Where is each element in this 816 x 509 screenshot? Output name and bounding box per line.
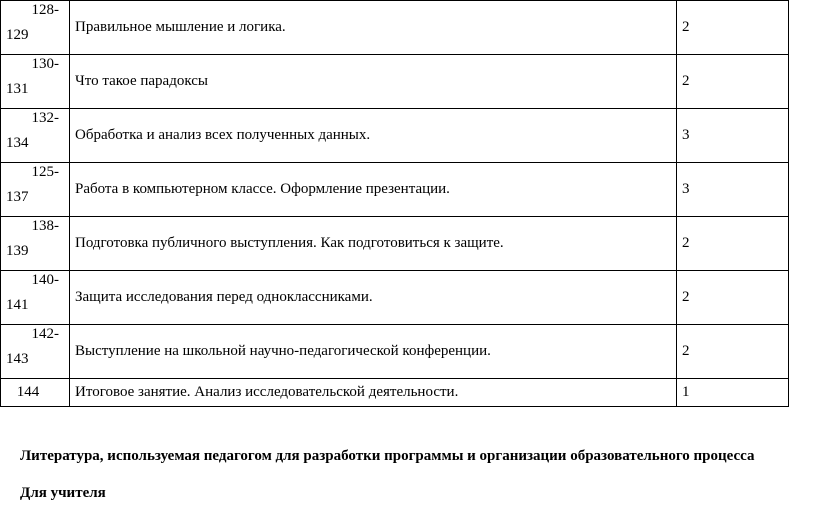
lesson-number-cell bbox=[1, 1, 70, 55]
lesson-hours: 2 bbox=[682, 19, 690, 35]
lesson-number-end: 134 bbox=[6, 135, 29, 151]
lesson-number-end: 131 bbox=[6, 81, 29, 97]
lesson-hours-cell bbox=[677, 217, 789, 271]
table-row bbox=[1, 379, 789, 407]
lesson-number-end: 143 bbox=[6, 351, 29, 367]
lesson-number-cell bbox=[1, 379, 70, 407]
lesson-hours-cell bbox=[677, 379, 789, 407]
lesson-hours-cell bbox=[677, 325, 789, 379]
lesson-hours-cell bbox=[677, 163, 789, 217]
lesson-number-cell bbox=[1, 217, 70, 271]
lesson-hours-cell bbox=[677, 271, 789, 325]
table-row bbox=[1, 271, 789, 325]
lesson-number-end: 129 bbox=[6, 27, 29, 43]
lesson-number-cell bbox=[1, 325, 70, 379]
lesson-topic-cell bbox=[70, 1, 677, 55]
lesson-topic: Работа в компьютерном классе. Оформление презентации. bbox=[75, 181, 450, 197]
table-row bbox=[1, 55, 789, 109]
lesson-number: 144 bbox=[16, 384, 40, 400]
lesson-hours: 1 bbox=[682, 384, 690, 400]
lesson-number-start: 128- bbox=[31, 2, 59, 18]
lesson-hours: 2 bbox=[682, 73, 690, 89]
lesson-number-cell bbox=[1, 55, 70, 109]
lesson-number-start: 142- bbox=[31, 326, 59, 342]
lesson-topic: Подготовка публичного выступления. Как подготовиться к защите. bbox=[75, 235, 504, 251]
lesson-topic: Выступление на школьной научно-педагогической конференции. bbox=[75, 343, 491, 359]
lesson-number-cell bbox=[1, 109, 70, 163]
lesson-hours-cell bbox=[677, 55, 789, 109]
table-row bbox=[1, 1, 789, 55]
lesson-number-start: 140- bbox=[31, 272, 59, 288]
lesson-hours: 2 bbox=[682, 289, 690, 305]
lesson-number-start: 138- bbox=[31, 218, 59, 234]
table-row bbox=[1, 217, 789, 271]
table-row bbox=[1, 109, 789, 163]
lesson-number-start: 125- bbox=[31, 164, 59, 180]
lesson-number-end: 137 bbox=[6, 189, 29, 205]
table-row bbox=[1, 163, 789, 217]
lesson-topic-cell bbox=[70, 109, 677, 163]
lesson-hours-cell bbox=[677, 109, 789, 163]
literature-heading: Литература, используемая педагогом для разработки программы и организации образовательного процесса bbox=[20, 448, 755, 464]
lesson-number-cell bbox=[1, 271, 70, 325]
lesson-hours: 3 bbox=[682, 181, 690, 197]
lesson-hours: 2 bbox=[682, 235, 690, 251]
lesson-topic-cell bbox=[70, 325, 677, 379]
lesson-hours-cell bbox=[677, 1, 789, 55]
lesson-topic: Что такое парадоксы bbox=[75, 73, 208, 89]
lesson-number-end: 139 bbox=[6, 243, 29, 259]
lesson-topic-cell bbox=[70, 271, 677, 325]
lesson-topic: Итоговое занятие. Анализ исследовательской деятельности. bbox=[75, 384, 459, 400]
lesson-topic-cell bbox=[70, 55, 677, 109]
lesson-topic-cell bbox=[70, 217, 677, 271]
lesson-topic: Обработка и анализ всех полученных данных. bbox=[75, 127, 371, 143]
lesson-hours: 2 bbox=[682, 343, 690, 359]
lesson-topic: Защита исследования перед одноклассниками. bbox=[75, 289, 373, 305]
lesson-number-end: 141 bbox=[6, 297, 29, 313]
lesson-number-start: 132- bbox=[31, 110, 59, 126]
table-row bbox=[1, 325, 789, 379]
lesson-topic-cell bbox=[70, 163, 677, 217]
lesson-number-cell bbox=[1, 163, 70, 217]
for-teacher-heading: Для учителя bbox=[20, 485, 106, 501]
lesson-topic-cell bbox=[70, 379, 677, 407]
lesson-number-start: 130- bbox=[31, 56, 59, 72]
lesson-hours: 3 bbox=[682, 127, 690, 143]
lesson-topic: Правильное мышление и логика. bbox=[75, 19, 286, 35]
